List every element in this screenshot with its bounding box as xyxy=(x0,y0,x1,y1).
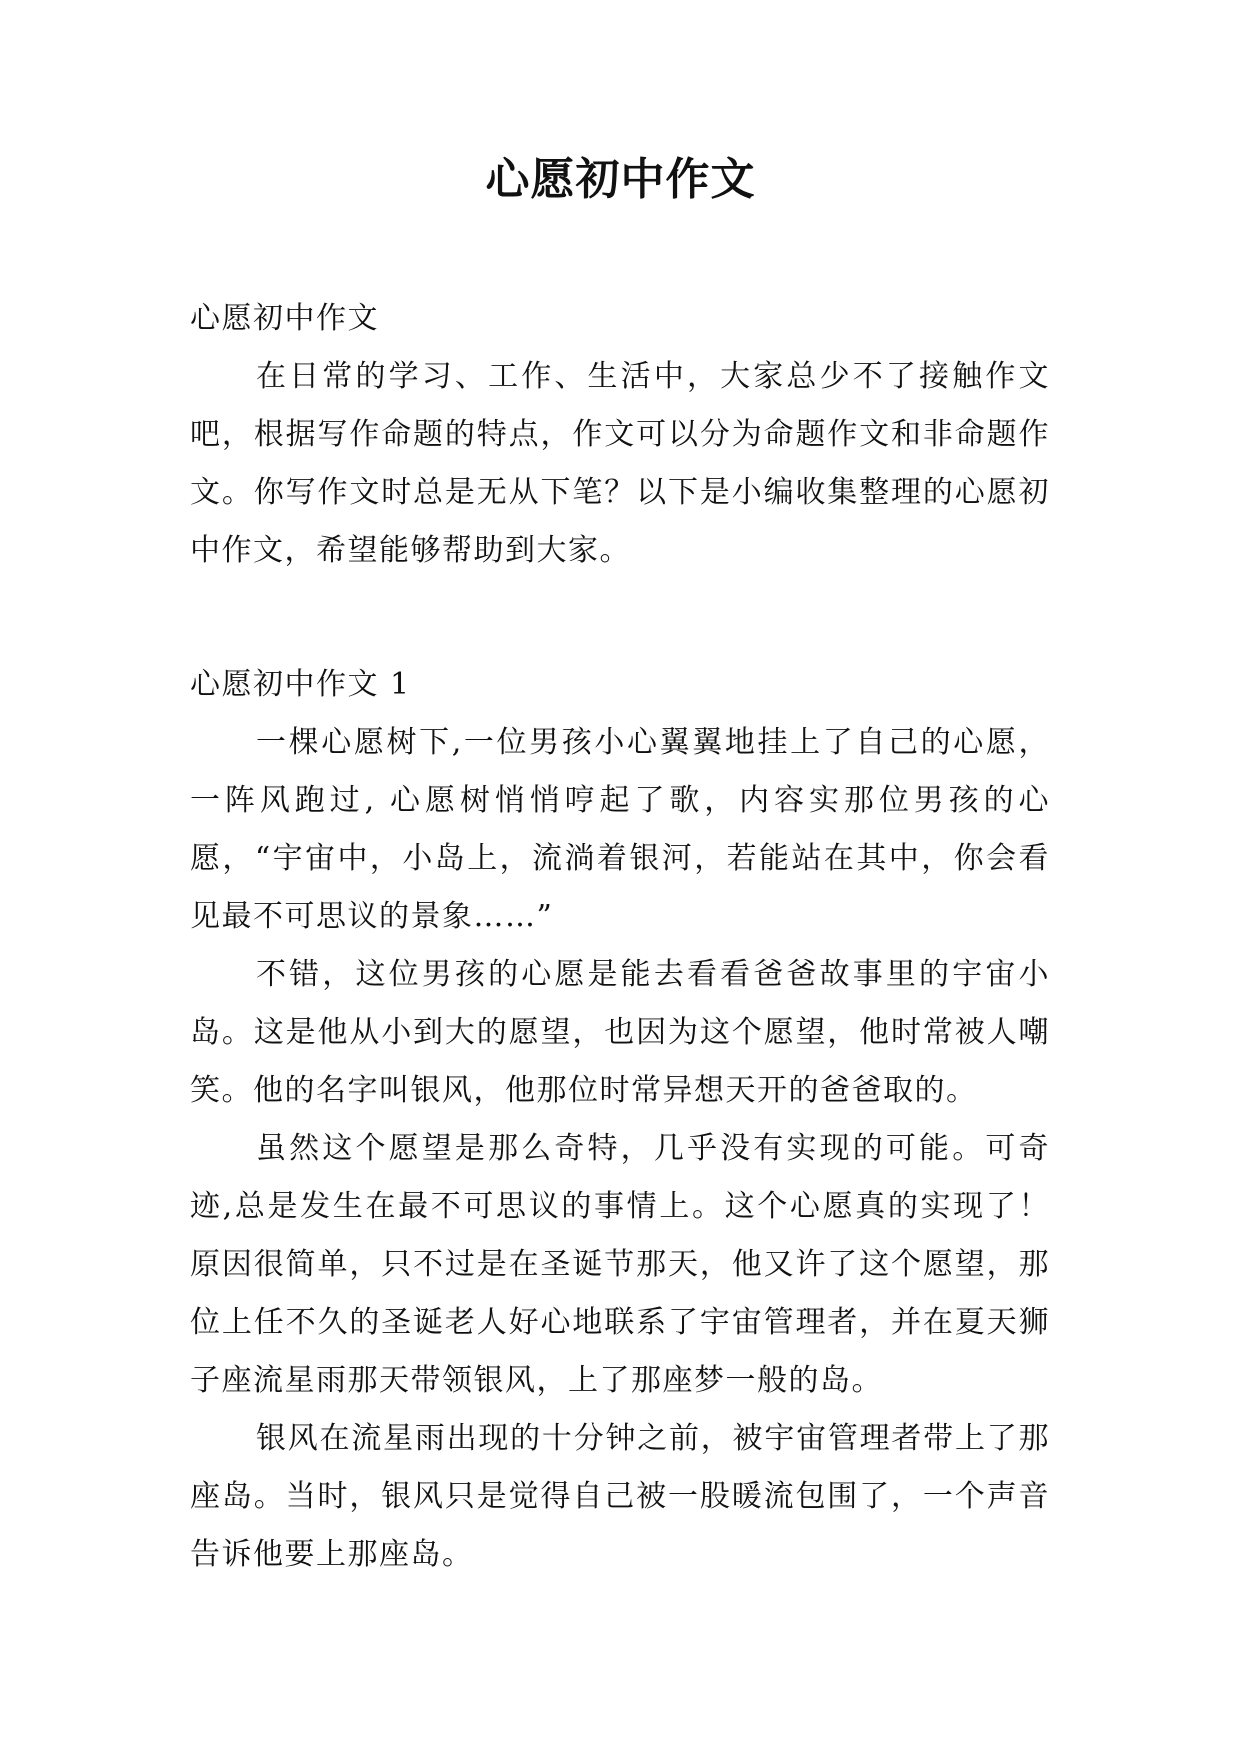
document-body xyxy=(190,290,1050,1584)
essay-1-paragraph-4: 银风在流星雨出现的十分钟之前，被宇宙管理者带上了那座岛。当时，银风只是觉得自己被一股暖流包围了，一个声音告诉他要上那座岛。 xyxy=(190,1421,1050,1572)
document-title: 心愿初中作文 xyxy=(485,154,756,205)
essay-1-heading: 心愿初中作文 1 xyxy=(190,667,411,702)
essay-1-paragraph-3: 虽然这个愿望是那么奇特，几乎没有实现的可能。可奇迹,总是发生在最不可思议的事情上。这个心愿真的实现了！原因很简单，只不过是在圣诞节那天，他又许了这个愿望，那位上任不久的圣诞老人好心地联系了宇宙管理者，并在夏天狮子座流星雨那天带领银风，上了那座梦一般的岛。 xyxy=(190,1131,1050,1398)
intro-paragraph: 在日常的学习、工作、生活中，大家总少不了接触作文吧，根据写作命题的特点，作文可以分为命题作文和非命题作文。你写作文时总是无从下笔？以下是小编收集整理的心愿初中作文，希望能够帮助到大家。 xyxy=(190,359,1050,568)
essay-1-paragraph-2: 不错，这位男孩的心愿是能去看看爸爸故事里的宇宙小岛。这是他从小到大的愿望，也因为这个愿望，他时常被人嘲笑。他的名字叫银风，他那位时常异想天开的爸爸取的。 xyxy=(190,957,1050,1108)
section-spacer xyxy=(190,580,1050,656)
essay-1-paragraph-1: 一棵心愿树下,一位男孩小心翼翼地挂上了自己的心愿，一阵风跑过, 心愿树悄悄哼起了歌，内容实那位男孩的心愿，“宇宙中，小岛上，流淌着银河，若能站在其中，你会看见最不可思议的景象……” xyxy=(190,725,1050,934)
intro-heading: 心愿初中作文 xyxy=(190,301,379,336)
